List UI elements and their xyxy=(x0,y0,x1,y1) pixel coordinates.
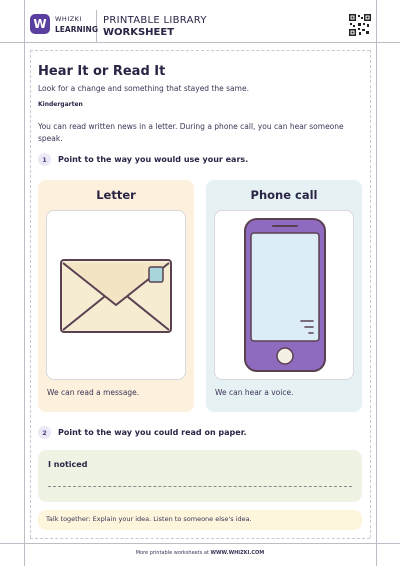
content-bottom-border xyxy=(30,538,370,539)
talk-together-text: Talk together: Explain your idea. Listen to someone else's idea. xyxy=(46,515,252,523)
notice-label: I noticed xyxy=(48,460,88,469)
footer-site-link[interactable]: WWW.WHIZKI.COM xyxy=(210,550,265,556)
notice-box xyxy=(38,450,362,502)
frame-top-line xyxy=(0,42,400,43)
frame-right-line xyxy=(376,0,377,566)
brand-name-line2: LEARNING xyxy=(55,25,98,34)
phone-image-frame xyxy=(214,210,354,380)
phone-call-card-caption: We can hear a voice. xyxy=(215,388,294,397)
letter-card[interactable] xyxy=(38,180,194,412)
question-1-number: 1 xyxy=(38,153,51,166)
frame-bottom-line xyxy=(0,543,400,544)
content-right-border xyxy=(370,50,371,538)
letter-image-frame xyxy=(46,210,186,380)
notice-writing-line[interactable] xyxy=(48,486,352,487)
talk-together-box xyxy=(38,510,362,530)
footer xyxy=(0,550,400,556)
intro-text: You can read written news in a letter. During a phone call, you can hear someone speak. xyxy=(38,122,344,143)
qr-code-icon xyxy=(349,14,371,36)
question-1-text: Point to the way you would use your ears. xyxy=(58,155,249,164)
letter-card-title: Letter xyxy=(96,188,136,202)
brand-logo: W xyxy=(30,14,50,34)
content-top-border xyxy=(30,50,370,51)
worksheet-title: Hear It or Read It xyxy=(38,64,166,79)
frame-left-line xyxy=(24,0,25,566)
phone-call-card[interactable] xyxy=(206,180,362,412)
question-2-number: 2 xyxy=(38,426,51,439)
letter-card-caption: We can read a message. xyxy=(47,388,140,397)
footer-prefix: More printable worksheets at xyxy=(135,550,211,556)
phone-icon xyxy=(215,211,353,379)
worksheet-subtitle: Look for a change and something that stayed the same. xyxy=(38,84,249,93)
question-2-text: Point to the way you could read on paper. xyxy=(58,428,247,437)
grade-label: Kindergarten xyxy=(38,101,83,108)
content-left-border xyxy=(30,50,31,538)
brand-name-line1: WHIZKI xyxy=(55,15,82,23)
envelope-icon xyxy=(47,211,185,379)
phone-call-card-title: Phone call xyxy=(250,188,318,202)
header-label-line1: PRINTABLE LIBRARY xyxy=(103,15,207,26)
header-label-line2: WORKSHEET xyxy=(103,27,175,38)
